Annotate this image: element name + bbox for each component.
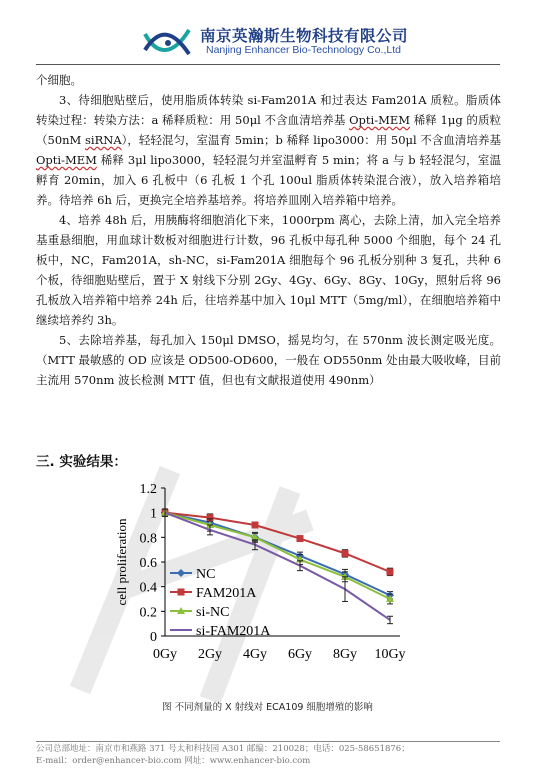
- page-footer: [36, 743, 506, 767]
- company-name-cn: 南京英瀚斯生物科技有限公司: [200, 27, 409, 45]
- text-run: ），轻轻混匀，室温育 5min；b 稀释 lipo3000：用 50μl 不含血清培养基: [121, 133, 501, 147]
- helix-logo-icon: [143, 26, 193, 60]
- x-tick-label: 2Gy: [197, 647, 223, 662]
- data-point: [342, 550, 349, 557]
- y-tick-label: 0.8: [139, 531, 157, 547]
- paragraph-step-4: 4、培养 48h 后，用胰酶将细胞消化下来，1000rpm 离心，去除上清，加入完全培养基重悬细胞，用血球计数板对细胞进行计数，96 孔板中每孔种 5000 个细胞，每个 24 孔板中，NC，Fam201A，sh-NC，si-Fam201A 细胞每个 96 孔板分别种 3 复孔，共种 6 个板，待细胞贴壁后，置于 X 射线下分别 2Gy、4Gy、6Gy、8Gy、10Gy，照射后将 96 孔板放入培养箱中培养 24h 后，往培养基中加入 10μl MTT（5mg/ml），在细胞培养箱中继续培养约 3h。: [36, 213, 501, 327]
- paragraph-step-5: 5、去除培养基，每孔加入 150μl DMSO，摇晃均匀，在 570nm 波长测定吸光度。（MTT 最敏感的 OD 应该是 OD500-OD600，一般在 OD550nm 处由最大吸收峰，目前主流用 570nm 波长检测 MTT 值，但也有文献报道使用 490nm）: [36, 333, 501, 387]
- x-tick-label: 4Gy: [242, 647, 268, 662]
- legend-label: si-FAM201A: [196, 624, 271, 639]
- y-tick-label: 0.2: [139, 605, 157, 621]
- y-axis-label: cell proliferation: [114, 518, 129, 606]
- footer-contact: E-mail：order@enhancer-bio.com 网址：www.enhancer-bio.com: [36, 756, 311, 766]
- y-tick-label: 1: [150, 506, 157, 522]
- y-tick-label: 1.2: [139, 482, 157, 497]
- page-header: [0, 0, 535, 68]
- company-name-en: Nanjing Enhancer Bio-Technology Co.,Ltd: [206, 44, 401, 56]
- text-run-underlined: siRNA: [85, 133, 122, 147]
- paragraph-step-3: [36, 90, 501, 210]
- data-point: [387, 568, 394, 575]
- text-run: 稀释 3μl lipo3000，轻轻混匀并室温孵育 5 min；将 a 与 b 轻轻混匀，室温孵育 20min，加入 6 孔板中（6 孔板 1 个孔 100ul 脂质体转染混合液），放入培养箱培养。待培养 6h 后，更换完全培养基培养。将培养皿刚入培养箱中培养。: [36, 153, 501, 207]
- legend-label: FAM201A: [196, 586, 257, 601]
- text-run-underlined: Opti-MEM: [349, 113, 411, 127]
- y-tick-label: 0.6: [139, 556, 157, 571]
- proliferation-line-chart: [110, 478, 420, 678]
- document-body: [36, 70, 501, 390]
- legend-marker: [178, 589, 185, 596]
- text-run: 3、待细胞贴壁后，使用脂质体转染 si-Fam201A 和过表达 Fam201A 质粒。脂质体转染过程：转染方法：a 稀释质粒：用 50μl 不含血清培养基: [36, 93, 501, 127]
- x-tick-label: 8Gy: [332, 647, 358, 662]
- legend-label: NC: [196, 567, 216, 582]
- y-tick-label: 0.4: [139, 580, 157, 596]
- header-divider: [36, 64, 500, 65]
- legend-marker: [177, 569, 185, 577]
- data-point: [252, 522, 259, 529]
- x-tick-label: 0Gy: [152, 647, 178, 662]
- x-tick-label: 6Gy: [287, 647, 313, 662]
- x-tick-label: 10Gy: [374, 647, 406, 662]
- text-run-underlined: Opti-MEM: [36, 153, 97, 167]
- footer-address: 公司总部地址：南京市和燕路 371 号太和科技园 A301 邮编：210028；电话：025-58651876；: [36, 744, 410, 754]
- y-tick-label: 0: [150, 630, 157, 645]
- footer-divider: [36, 741, 500, 742]
- text-run: 稀释 1μg 的质粒（50nM: [36, 113, 501, 147]
- data-point: [297, 535, 304, 542]
- figure-caption: 图 不同剂量的 X 射线对 ECA109 细胞增殖的影响: [162, 702, 373, 713]
- paragraph-continuation: 个细胞。: [36, 73, 82, 87]
- section-title: 三. 实验结果：: [36, 454, 127, 470]
- legend-label: si-NC: [196, 605, 230, 620]
